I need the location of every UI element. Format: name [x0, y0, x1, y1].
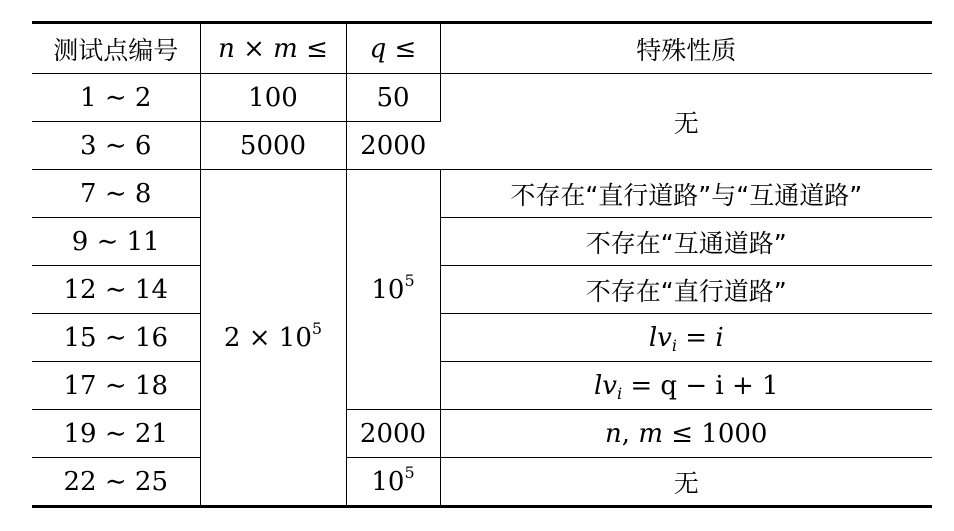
test-range-cell: 12 ∼ 14 [32, 266, 200, 314]
test-range-cell: 7 ∼ 8 [32, 170, 200, 218]
q-cell: 2000 [346, 122, 440, 170]
table-row [32, 362, 932, 410]
nm-cell: 100 [200, 74, 346, 122]
special-cell: 无 [440, 458, 932, 507]
table-row [32, 266, 932, 314]
test-range-cell: 19 ∼ 21 [32, 410, 200, 458]
special-cell: $lv_i = i$ [440, 314, 932, 362]
test-range-cell: 9 ∼ 11 [32, 218, 200, 266]
header-q: q ≤ [346, 23, 440, 74]
test-range-cell: 22 ∼ 25 [32, 458, 200, 507]
test-range-cell: 15 ∼ 16 [32, 314, 200, 362]
header-special: 特殊性质 [440, 23, 932, 74]
special-cell: 不存在“互通道路” [440, 218, 932, 266]
header-row [32, 23, 932, 74]
nm-cell: $2 \times 10^5$ [200, 170, 346, 507]
header-test-id: 测试点编号 [32, 23, 200, 74]
test-range-cell: 1 ∼ 2 [32, 74, 200, 122]
table-row [32, 170, 932, 218]
q-cell: $10^5$ [346, 170, 440, 410]
q-cell: 2000 [346, 410, 440, 458]
test-range-cell: 3 ∼ 6 [32, 122, 200, 170]
special-cell: 不存在“直行道路” [440, 266, 932, 314]
constraints-table [32, 21, 932, 508]
q-cell: 50 [346, 74, 440, 122]
constraints-table-container [32, 21, 932, 508]
table-row [32, 458, 932, 507]
table-row [32, 314, 932, 362]
special-cell: $lv_i = q - i + 1$ [440, 362, 932, 410]
special-cell: 无 [440, 74, 932, 170]
nm-cell: 5000 [200, 122, 346, 170]
special-cell: n, m ≤ 1000 [440, 410, 932, 458]
table-row [32, 410, 932, 458]
table-row [32, 218, 932, 266]
header-nm: n × m ≤ [200, 23, 346, 74]
test-range-cell: 17 ∼ 18 [32, 362, 200, 410]
q-cell: $10^5$ [346, 458, 440, 507]
table-row [32, 74, 932, 122]
special-cell: 不存在“直行道路”与“互通道路” [440, 170, 932, 218]
